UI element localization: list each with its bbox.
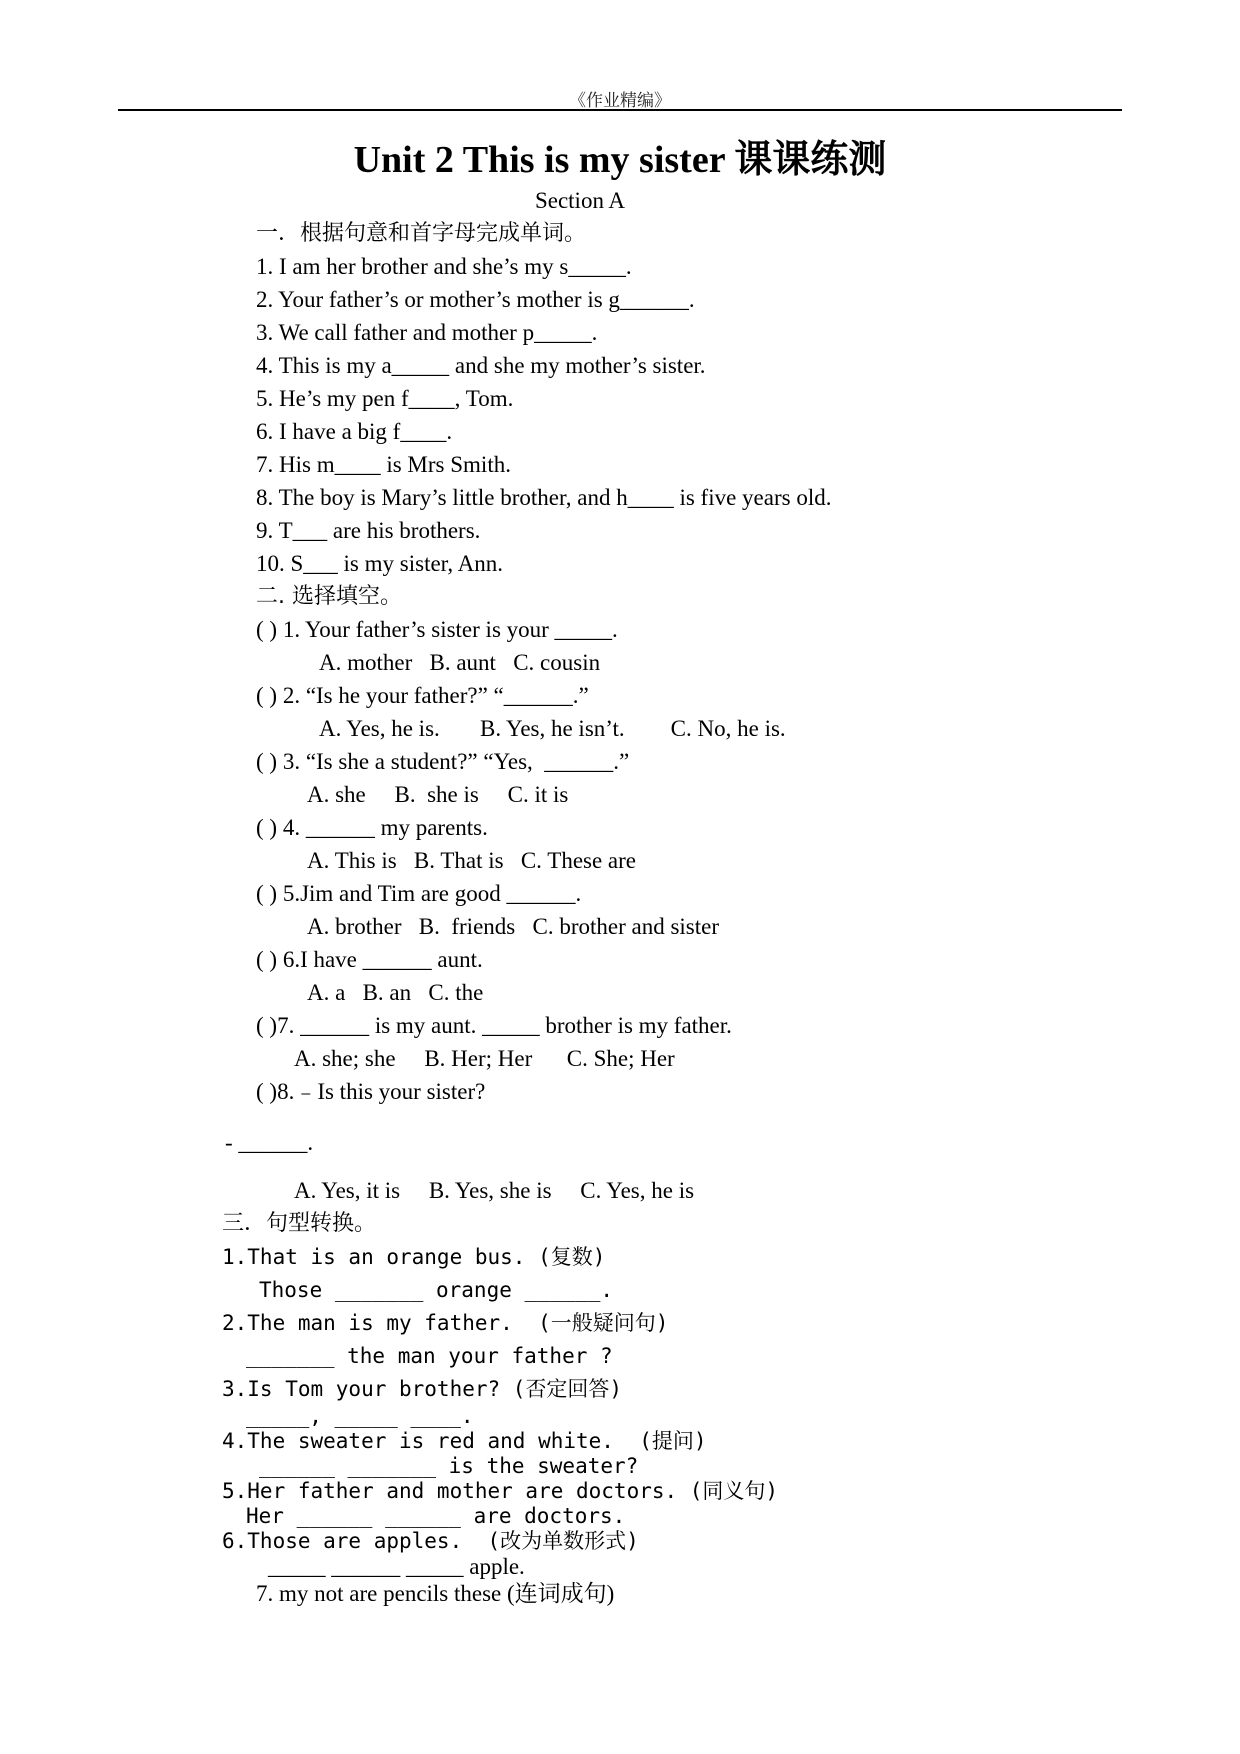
section2-question-3: ( ) 3. “Is she a student?” “Yes, ______.” [256,749,630,774]
section2-answer-8: - ______. [225,1130,314,1155]
section1-item-2: 2. Your father’s or mother’s mother is g______. [256,287,695,312]
section3-heading: 三．句型转换。 [222,1211,377,1236]
section3-sentence-1: 1.That is an orange bus. (复数) [222,1245,606,1269]
section1-item-7: 7. His m____ is Mrs Smith. [256,452,511,477]
header-divider [118,109,1122,111]
section2-options-2: A. Yes, he is. B. Yes, he isn’t. C. No, he is. [319,716,786,741]
section3-sentence-6: 6.Those are apples. (改为单数形式) [222,1529,639,1553]
section1-item-5: 5. He’s my pen f____, Tom. [256,386,514,411]
section3-answer-2: _______ the man your father ? [246,1344,613,1368]
section3-answer-6: _____ ______ _____ apple. [268,1554,525,1579]
section2-question-2: ( ) 2. “Is he your father?” “______.” [256,683,589,708]
section2-heading: 二. 选择填空。 [256,584,402,609]
section2-options-8: A. Yes, it is B. Yes, she is C. Yes, he is [294,1178,695,1203]
page-title: Unit 2 This is my sister 课课练测 [353,139,887,181]
section2-question-8: ( )8.﹣Is this your sister? [256,1079,486,1104]
section2-options-6: A. a B. an C. the [307,980,484,1005]
section3-sentence-5: 5.Her father and mother are doctors. (同义句) [222,1479,779,1503]
section1-heading: 一．根据句意和首字母完成单词。 [256,221,587,246]
page-header: 《作业精编》 [569,91,671,111]
section2-options-1: A. mother B. aunt C. cousin [319,650,601,675]
section3-answer-3: _____, _____ ____. [246,1404,474,1428]
section1-item-6: 6. I have a big f____. [256,419,453,444]
section2-options-4: A. This is B. That is C. These are [307,848,637,873]
section2-question-5: ( ) 5.Jim and Tim are good ______. [256,881,582,906]
section2-question-1: ( ) 1. Your father’s sister is your _____. [256,617,618,642]
section3-sentence-7: 7. my not are pencils these (连词成句) [256,1581,615,1606]
section1-item-1: 1. I am her brother and she’s my s_____. [256,254,632,279]
section1-item-10: 10. S___ is my sister, Ann. [256,551,503,576]
section2-options-5: A. brother B. friends C. brother and sister [307,914,720,939]
section-subtitle: Section A [534,188,626,213]
section1-item-8: 8. The boy is Mary’s little brother, and h____ is five years old. [256,485,832,510]
section3-sentence-4: 4.The sweater is red and white. (提问) [222,1429,707,1453]
section1-item-4: 4. This is my a_____ and she my mother’s sister. [256,353,706,378]
section2-question-7: ( )7. ______ is my aunt. _____ brother is my father. [256,1013,732,1038]
section2-options-3: A. she B. she is C. it is [307,782,569,807]
section3-answer-4: ______ _______ is the sweater? [259,1454,639,1478]
section2-options-7: A. she; she B. Her; Her C. She; Her [294,1046,675,1071]
section3-answer-5: Her ______ ______ are doctors. [246,1504,626,1528]
section3-answer-1: Those _______ orange ______. [259,1278,614,1302]
section2-question-4: ( ) 4. ______ my parents. [256,815,488,840]
section2-question-6: ( ) 6.I have ______ aunt. [256,947,483,972]
section3-sentence-2: 2.The man is my father. (一般疑问句) [222,1311,669,1335]
section1-item-3: 3. We call father and mother p_____. [256,320,598,345]
section1-item-9: 9. T___ are his brothers. [256,518,481,543]
section3-sentence-3: 3.Is Tom your brother? (否定回答) [222,1377,623,1401]
